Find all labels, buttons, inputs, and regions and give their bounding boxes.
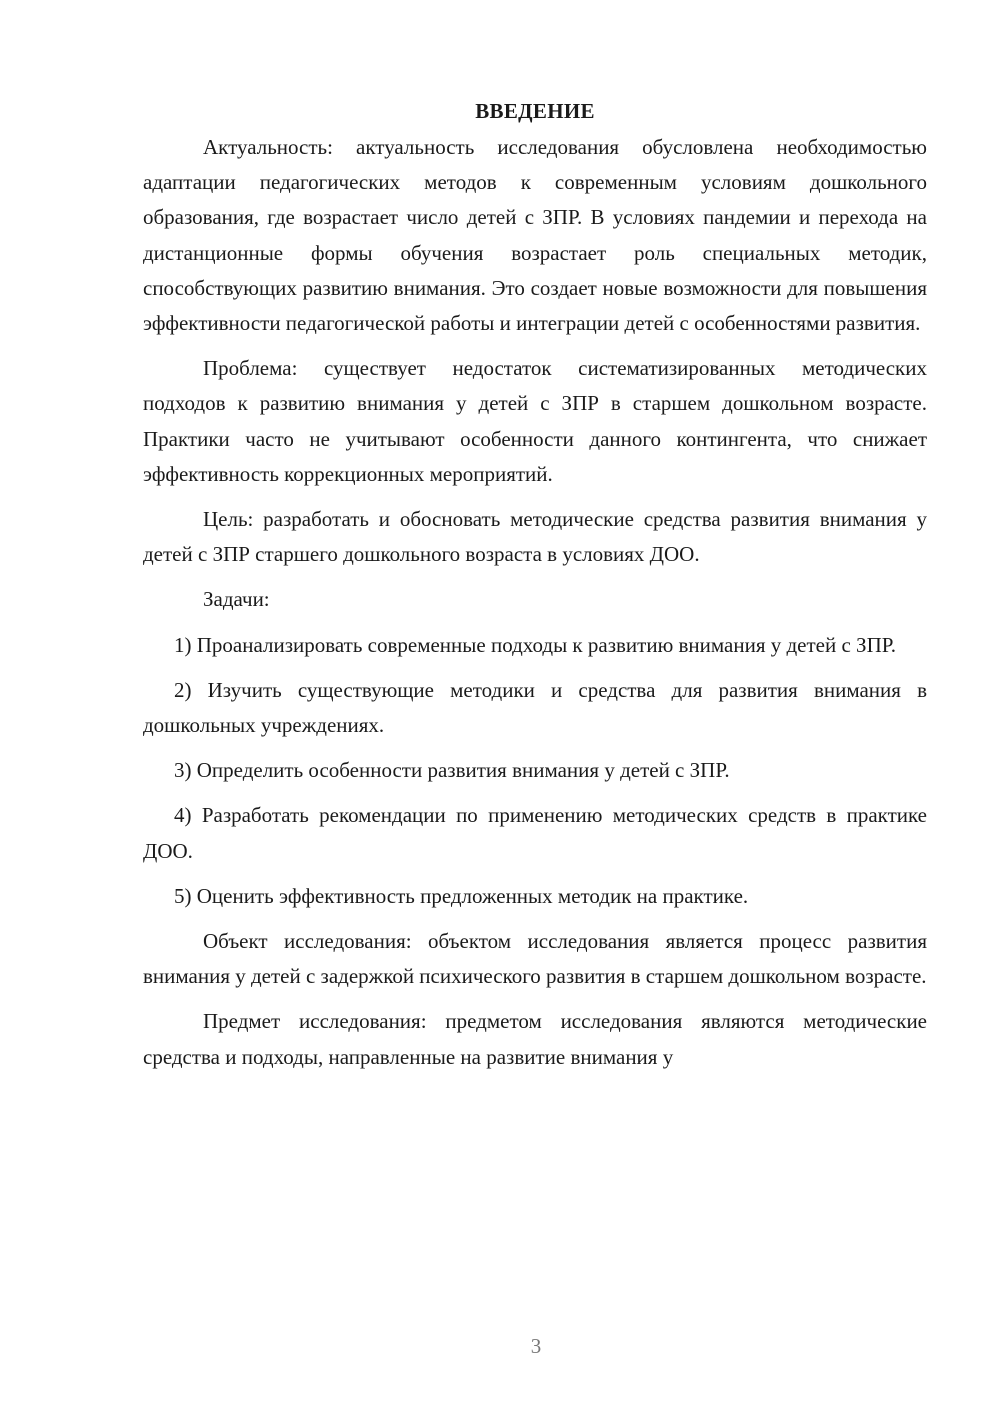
paragraph-relevance: Актуальность: актуальность исследования обусловлена необходимостью адаптации педагогических методов к современным условиям дошкольного образования, где возрастает число детей с ЗПР. В условиях пандемии и перехода на дистанционные формы обучения возрастает роль специальных методик, способствующих развитию внимания. Это создает новые возможности для повышения эффективности педагогической работы и интеграции детей с особенностями развития. bbox=[143, 135, 927, 336]
page-number: 3 bbox=[530, 1334, 542, 1358]
paragraph-subject: Предмет исследования: предметом исследования являются методические средства и подходы, направленные на развитие внимания у bbox=[143, 1009, 927, 1069]
page-content bbox=[143, 95, 927, 1075]
task-item-2: 2) Изучить существующие методики и средства для развития внимания в дошкольных учреждениях. bbox=[143, 677, 927, 738]
task-item-4: 4) Разработать рекомендации по применению методических средств в практике ДОО. bbox=[143, 803, 927, 863]
task-item-1: 1) Проанализировать современные подходы к развитию внимания у детей с ЗПР. bbox=[174, 632, 897, 657]
task-item-3: 3) Определить особенности развития внимания у детей с ЗПР. bbox=[174, 758, 730, 783]
tasks-heading: Задачи: bbox=[203, 587, 270, 612]
paragraph-problem: Проблема: существует недостаток систематизированных методических подходов к развитию внимания у детей с ЗПР в старшем дошкольном возрасте. Практики часто не учитывают особенности данного контингента, что снижает эффективность коррекционных мероприятий. bbox=[143, 356, 927, 486]
section-title: ВВЕДЕНИЕ bbox=[475, 99, 595, 123]
paragraph-goal: Цель: разработать и обосновать методические средства развития внимания у детей с ЗПР старшего дошкольного возраста в условиях ДОО. bbox=[143, 507, 927, 567]
task-item-5: 5) Оценить эффективность предложенных методик на практике. bbox=[174, 883, 749, 908]
paragraph-object: Объект исследования: объектом исследования является процесс развития внимания у детей с задержкой психического развития в старшем дошкольном возрасте. bbox=[143, 929, 927, 989]
